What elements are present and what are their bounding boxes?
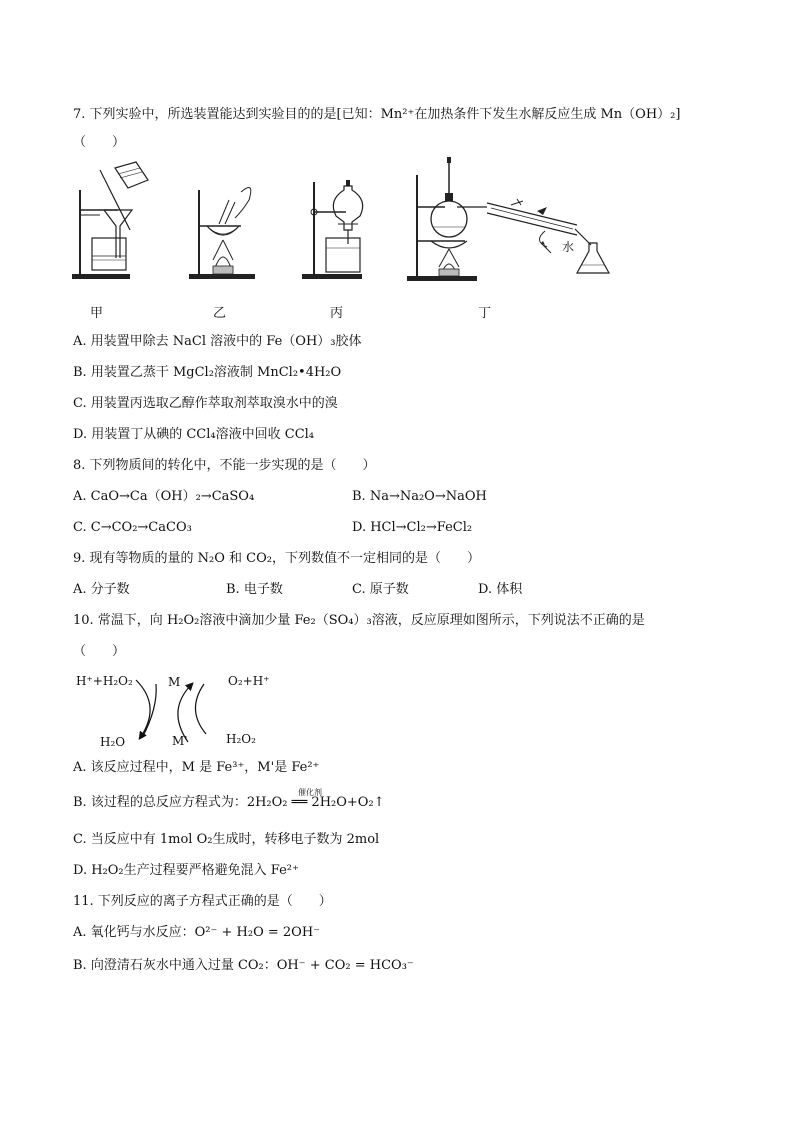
q8-option-d: D. HCl→Cl₂→FeCl₂ [352,520,473,535]
diagram-right-top: O₂+H⁺ [228,674,270,688]
q9-option-c: C. 原子数 [352,582,409,597]
q9-option-d: D. 体积 [478,582,523,597]
q7-stem: 7. 下列实验中，所选装置能达到实验目的的是[已知：Mn²⁺在加热条件下发生水解反应生成 Mn（OH）₂] [73,107,681,122]
apparatus-label-ding: 丁 [478,306,492,321]
q7-option-a: A. 用装置甲除去 NaCl 溶液中的 Fe（OH）₃胶体 [73,334,362,349]
diagram-mid-top: M [168,675,181,689]
q11-stem: 11. 下列反应的离子方程式正确的是（ ） [73,894,332,909]
q7-paren: （ ） [73,135,126,150]
q10-stem: 10. 常温下，向 H₂O₂溶液中滴加少量 Fe₂（SO₄）₃溶液，反应原理如图所示，下列说法不正确的是 [73,613,645,628]
q11-option-a: A. 氧化钙与水反应：O²⁻ + H₂O = 2OH⁻ [73,925,321,940]
diagram-left-bottom: H₂O [100,735,126,749]
q10-option-c: C. 当反应中有 1mol O₂生成时，转移电子数为 2mol [73,832,380,847]
q10-option-a: A. 该反应过程中，M 是 Fe³⁺，M'是 Fe²⁺ [73,760,320,775]
q8-stem: 8. 下列物质间的转化中，不能一步实现的是（ ） [73,458,376,473]
apparatus-label-bing: 丙 [330,306,344,321]
reaction-cycle-arrows [128,676,218,746]
q10-option-d: D. H₂O₂生产过程要严格避免混入 Fe²⁺ [73,863,299,878]
q7-option-d: D. 用装置丁从碘的 CCl₄溶液中回收 CCl₄ [73,427,315,442]
q8-option-b: B. Na→Na₂O→NaOH [352,489,487,504]
q10-paren: （ ） [73,644,126,659]
apparatus-bing [300,160,380,285]
diagram-right-bottom: H₂O₂ [226,732,256,746]
water-label: 水 [562,240,575,254]
q9-option-b: B. 电子数 [226,582,283,597]
q8-option-a: A. CaO→Ca（OH）₂→CaSO₄ [73,489,255,504]
q8-option-c: C. C→CO₂→CaCO₃ [73,520,192,535]
apparatus-jia [70,160,160,285]
apparatus-ding [405,155,615,285]
apparatus-yi [185,160,265,285]
q7-option-c: C. 用装置丙选取乙醇作萃取剂萃取溴水中的溴 [73,396,338,411]
q10-option-b: B. 该过程的总反应方程式为：2H₂O₂ ══ 2H₂O+O₂↑ [73,795,385,810]
apparatus-label-yi: 乙 [213,306,227,321]
q7-option-b: B. 用装置乙蒸干 MgCl₂溶液制 MnCl₂•4H₂O [73,365,342,380]
diagram-mid-bottom: M' [172,734,188,748]
q11-option-b: B. 向澄清石灰水中通入过量 CO₂：OH⁻ + CO₂ = HCO₃⁻ [73,958,414,973]
apparatus-label-jia: 甲 [90,306,104,321]
q9-stem: 9. 现有等物质的量的 N₂O 和 CO₂，下列数值不一定相同的是（ ） [73,551,480,566]
q9-option-a: A. 分子数 [73,582,130,597]
catalyst-label: 催化剂 [298,788,322,797]
diagram-left-top: H⁺+H₂O₂ [76,674,133,688]
